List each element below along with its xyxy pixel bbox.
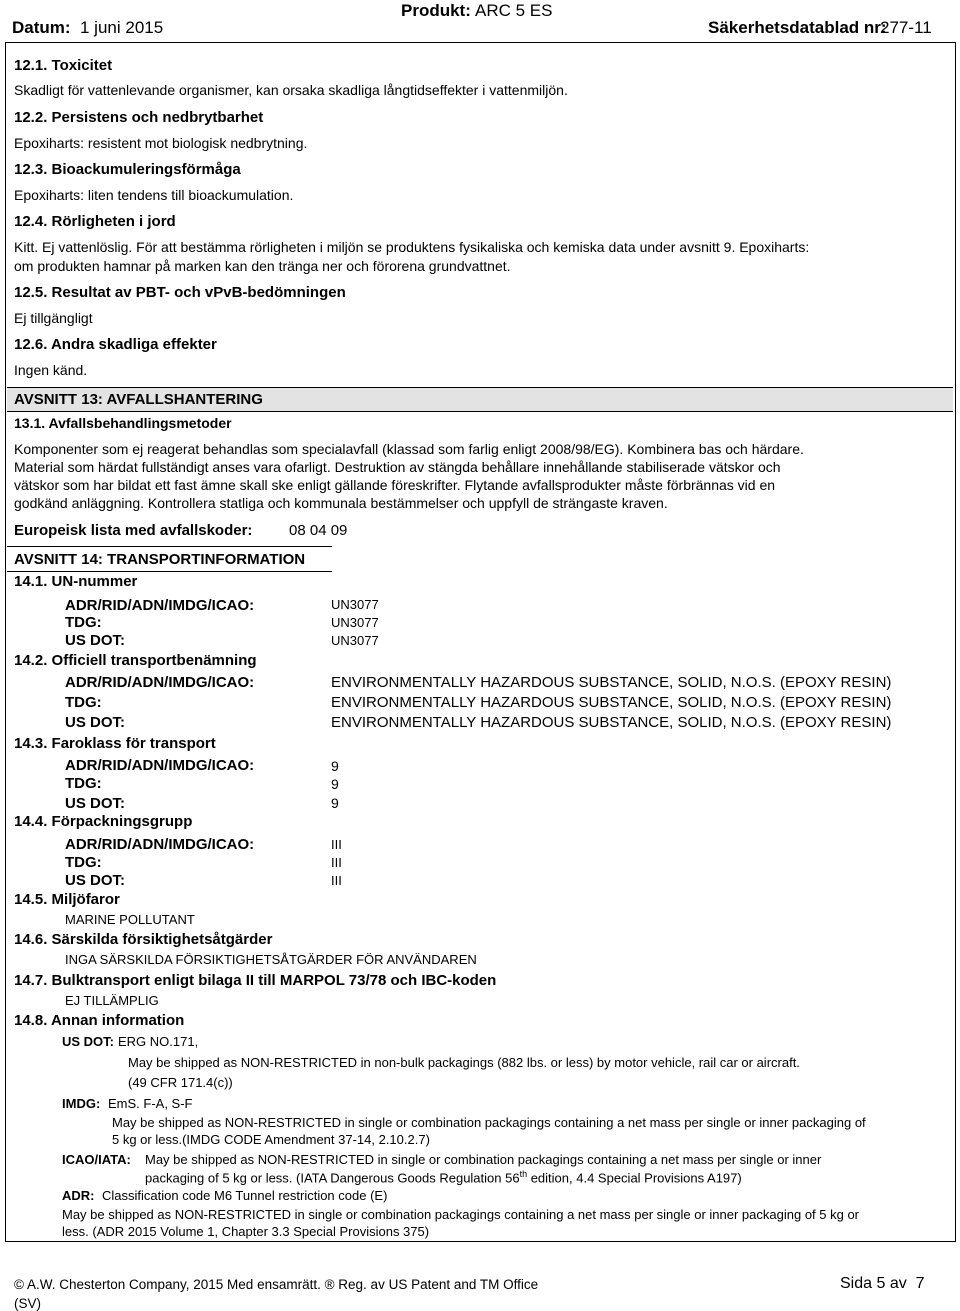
reg-adr-label-2: ADR/RID/ADN/IMDG/ICAO: (65, 674, 255, 691)
eu-waste-label: Europeisk lista med avfallskoder: (14, 522, 253, 539)
text-13-line4: godkänd anläggning. Kontrollera statliga och kommunala bestämmelser och uppfyll de strängaste kraven. (14, 495, 668, 511)
imdg-label: IMDG: (62, 1096, 101, 1111)
pg-tdg-value: III (331, 855, 342, 870)
heading-14-4: 14.4. Förpackningsgrupp (14, 813, 193, 830)
heading-12-2: 12.2. Persistens och nedbrytbarhet (14, 109, 264, 126)
text-12-3: Epoxiharts: liten tendens till bioackumulation. (14, 187, 294, 203)
class-usdot-value: 9 (331, 795, 339, 811)
reg-tdg-label-4: TDG: (65, 854, 102, 871)
icao-label: ICAO/IATA: (62, 1152, 131, 1167)
text-13-line1: Komponenter som ej reagerat behandlas som specialavfall (klassad som farlig enligt 2008/98/EG). Kombinera bas och härdare. (14, 441, 804, 457)
imdg-line2: 5 kg or less.(IMDG CODE Amendment 37-14, 2.10.2.7) (112, 1132, 430, 1147)
usdot-line1: May be shipped as NON-RESTRICTED in non-bulk packagings (882 lbs. or less) by motor vehicle, rail car or aircraft. (128, 1055, 800, 1070)
date-value: 1 juni 2015 (80, 18, 164, 37)
usdot-value: ERG NO.171, (118, 1034, 199, 1049)
copyright-notice: © A.W. Chesterton Company, 2015 Med ensamrätt. ® Reg. av US Patent and TM Office (14, 1277, 539, 1292)
class-tdg-value: 9 (331, 776, 339, 792)
heading-12-3: 12.3. Bioackumuleringsförmåga (14, 161, 241, 178)
usdot-label: US DOT: (62, 1034, 114, 1049)
text-12-6: Ingen känd. (14, 362, 88, 378)
icao-line1: May be shipped as NON-RESTRICTED in single or combination packagings containing a net mass per single or inner (145, 1152, 822, 1167)
imdg-value: EmS. F-A, S-F (108, 1096, 193, 1111)
pg-usdot-value: III (331, 873, 342, 888)
un-adr-value: UN3077 (331, 597, 379, 612)
name-usdot-value: ENVIRONMENTALLY HAZARDOUS SUBSTANCE, SOLID, N.O.S. (EPOXY RESIN) (331, 714, 892, 731)
heading-14-1: 14.1. UN-nummer (14, 573, 138, 590)
heading-12-5: 12.5. Resultat av PBT- och vPvB-bedömningen (14, 284, 346, 301)
sds-value: 277-11 (880, 18, 932, 37)
date-label: Datum: (12, 18, 71, 37)
reg-usdot-label: US DOT: (65, 632, 125, 649)
text-12-4-line1: Kitt. Ej vattenlöslig. För att bestämma rörligheten i miljön se produktens fysikaliska och kemiska data under avsnitt 9. Epoxiharts: (14, 239, 810, 255)
adr-line2: less. (ADR 2015 Volume 1, Chapter 3.3 Special Provisions 375) (62, 1224, 430, 1239)
usdot-line2: (49 CFR 171.4(c)) (128, 1075, 233, 1090)
heading-14-3: 14.3. Faroklass för transport (14, 735, 216, 752)
reg-tdg-label: TDG: (65, 614, 102, 631)
reg-usdot-label-2: US DOT: (65, 714, 125, 731)
page-number: Sida 5 av 7 (840, 1275, 925, 1292)
text-14-7: EJ TILLÄMPLIG (65, 993, 159, 1008)
heading-14-6: 14.6. Särskilda försiktighetsåtgärder (14, 931, 273, 948)
name-tdg-value: ENVIRONMENTALLY HAZARDOUS SUBSTANCE, SOLID, N.O.S. (EPOXY RESIN) (331, 694, 892, 711)
reg-adr-label: ADR/RID/ADN/IMDG/ICAO: (65, 597, 255, 614)
product-label: Produkt: (401, 1, 471, 20)
heading-14-8: 14.8. Annan information (14, 1012, 185, 1029)
text-12-5: Ej tillgängligt (14, 310, 93, 326)
eu-waste-value: 08 04 09 (289, 522, 348, 539)
class-adr-value: 9 (331, 758, 339, 774)
un-tdg-value: UN3077 (331, 615, 379, 630)
text-13-line3: vätskor som har bildat ett fast ämne skall ske enligt gällande föreskrifter. Flytande avfallsprodukter måste förbrännas vid en (14, 477, 776, 493)
text-12-1: Skadligt för vattenlevande organismer, kan orsaka skadliga långtidseffekter i vattenmiljön. (14, 82, 568, 98)
text-14-5: MARINE POLLUTANT (65, 912, 195, 927)
document-header (0, 0, 960, 38)
imdg-line1: May be shipped as NON-RESTRICTED in single or combination packagings containing a net mass per single or inner packaging of (112, 1115, 866, 1130)
text-13-line2: Material som härdat fullständigt anses vara ofarligt. Destruktion av stängda behållare innehållande stabiliserade vätskor och (14, 459, 781, 475)
adr-value: Classification code M6 Tunnel restriction code (E) (102, 1188, 388, 1203)
adr-line1: May be shipped as NON-RESTRICTED in single or combination packagings containing a net mass per single or inner packaging of 5 kg or (62, 1207, 860, 1222)
section-13-title: AVSNITT 13: AVFALLSHANTERING (14, 391, 263, 408)
name-adr-value: ENVIRONMENTALLY HAZARDOUS SUBSTANCE, SOLID, N.O.S. (EPOXY RESIN) (331, 674, 892, 691)
text-14-6: INGA SÄRSKILDA FÖRSIKTIGHETSÅTGÄRDER FÖR ANVÄNDAREN (65, 952, 477, 967)
reg-usdot-label-4: US DOT: (65, 872, 125, 889)
heading-12-6: 12.6. Andra skadliga effekter (14, 336, 217, 353)
icao-line2: packaging of 5 kg or less. (IATA Dangerous Goods Regulation 56th edition, 4.4 Special Provisions A197) (145, 1169, 742, 1186)
heading-14-5: 14.5. Miljöfaror (14, 891, 120, 908)
text-12-4-line2: om produkten hamnar på marken kan den tränga ner och förorena grundvattnet. (14, 258, 511, 274)
heading-13-1: 13.1. Avfallsbehandlingsmetoder (14, 415, 232, 431)
un-usdot-value: UN3077 (331, 633, 379, 648)
heading-12-4: 12.4. Rörligheten i jord (14, 213, 176, 230)
reg-adr-label-4: ADR/RID/ADN/IMDG/ICAO: (65, 836, 255, 853)
product-value: ARC 5 ES (475, 1, 553, 20)
heading-14-2: 14.2. Officiell transportbenämning (14, 652, 257, 669)
reg-adr-label-3: ADR/RID/ADN/IMDG/ICAO: (65, 757, 255, 774)
text-12-2: Epoxiharts: resistent mot biologisk nedbrytning. (14, 135, 308, 151)
pg-adr-value: III (331, 837, 342, 852)
heading-14-7: 14.7. Bulktransport enligt bilaga II till MARPOL 73/78 och IBC-koden (14, 972, 497, 989)
adr-label: ADR: (62, 1188, 95, 1203)
sds-label: Säkerhetsdatablad nr: (708, 18, 887, 37)
reg-usdot-label-3: US DOT: (65, 795, 125, 812)
section-14-title: AVSNITT 14: TRANSPORTINFORMATION (14, 551, 306, 568)
reg-tdg-label-3: TDG: (65, 775, 102, 792)
heading-12-1: 12.1. Toxicitet (14, 57, 113, 74)
language-code: (SV) (14, 1296, 41, 1311)
reg-tdg-label-2: TDG: (65, 694, 102, 711)
